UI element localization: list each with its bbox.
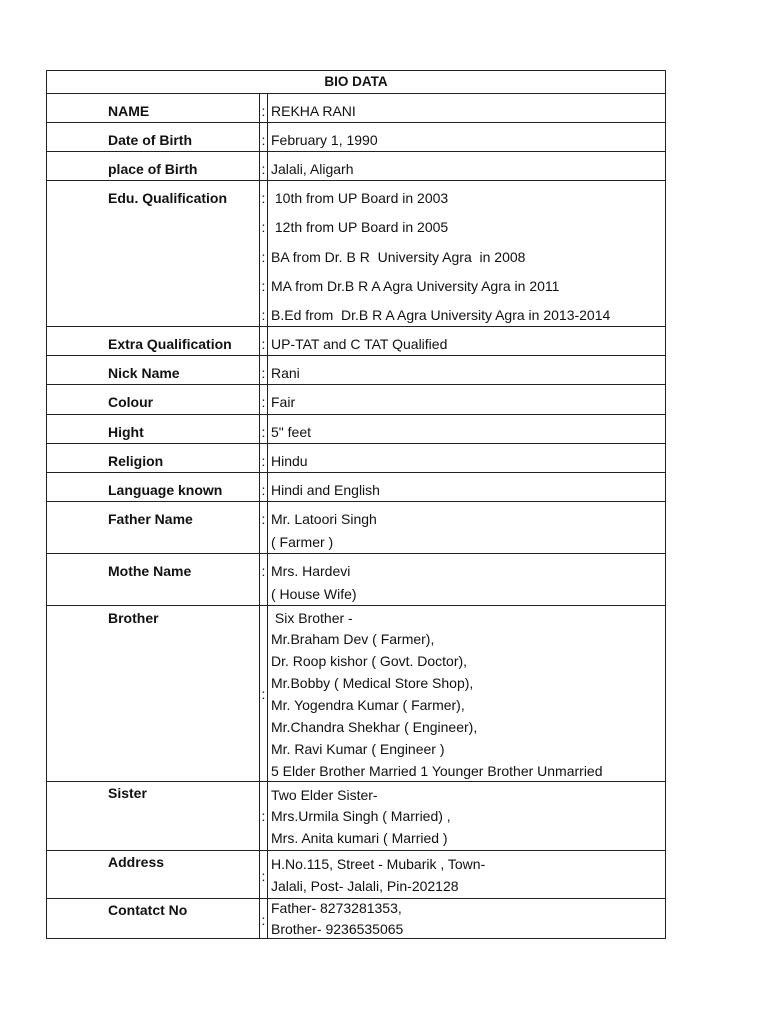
colon: :	[261, 365, 266, 381]
value-date-of-birth: February 1, 1990	[271, 132, 378, 148]
label-religion: Religion	[108, 453, 164, 469]
row-edu-qualification	[47, 180, 665, 326]
value-religion: Hindu	[271, 453, 308, 469]
row-religion	[47, 443, 665, 472]
column-divider	[267, 444, 268, 472]
brother-line: 5 Elder Brother Married 1 Younger Brother Unmarried	[271, 763, 603, 779]
contact-line: Father- 8273281353,	[271, 900, 402, 916]
column-divider	[267, 782, 268, 850]
label-date-of-birth: Date of Birth	[108, 132, 192, 148]
colon: :	[261, 511, 266, 527]
father-line: ( Farmer )	[271, 534, 334, 550]
value-name: REKHA RANI	[271, 103, 356, 119]
sister-line: Two Elder Sister-	[271, 787, 378, 803]
address-line: H.No.115, Street - Mubarik , Town-	[271, 856, 486, 872]
column-divider	[259, 554, 260, 605]
edu-item: B.Ed from Dr.B R A Agra University Agra in 2013-2014	[271, 307, 611, 323]
row-extra-qualification	[47, 326, 665, 355]
colon: :	[261, 482, 266, 498]
label-colour: Colour	[108, 394, 154, 410]
value-language-known: Hindi and English	[271, 482, 380, 498]
column-divider	[259, 502, 260, 553]
value-nick-name: Rani	[271, 365, 300, 381]
label-edu-qualification: Edu. Qualification	[108, 190, 228, 206]
row-contact-no	[47, 898, 665, 939]
row-nick-name	[47, 355, 665, 384]
colon: :	[261, 190, 266, 206]
brother-line: Dr. Roop kishor ( Govt. Doctor),	[271, 653, 468, 669]
colon: :	[261, 278, 266, 294]
brother-line: Mr. Yogendra Kumar ( Farmer),	[271, 697, 465, 713]
row-father-name	[47, 501, 665, 553]
brother-line: Mr.Chandra Shekhar ( Engineer),	[271, 719, 478, 735]
colon: :	[261, 686, 266, 702]
label-hight: Hight	[108, 424, 144, 440]
row-date-of-birth	[47, 122, 665, 151]
column-divider	[267, 152, 268, 180]
value-hight: 5" feet	[271, 424, 311, 440]
column-divider	[267, 554, 268, 605]
colon: :	[261, 336, 266, 352]
colon: :	[261, 868, 266, 884]
sister-line: Mrs.Urmila Singh ( Married) ,	[271, 808, 451, 824]
colon: :	[261, 912, 266, 928]
bio-data-table	[46, 70, 666, 939]
label-address: Address	[108, 854, 165, 870]
value-colour: Fair	[271, 394, 296, 410]
row-mother-name	[47, 553, 665, 605]
row-address	[47, 850, 665, 898]
colon: :	[261, 307, 266, 323]
contact-line: Brother- 9236535065	[271, 921, 404, 937]
colon: :	[261, 424, 266, 440]
label-extra-qualification: Extra Qualification	[108, 336, 232, 352]
column-divider	[267, 356, 268, 384]
label-brother: Brother	[108, 610, 159, 626]
column-divider	[267, 327, 268, 355]
mother-line: ( House Wife)	[271, 586, 357, 602]
colon: :	[261, 394, 266, 410]
father-line: Mr. Latoori Singh	[271, 511, 377, 527]
column-divider	[267, 473, 268, 501]
brother-line: Six Brother -	[271, 610, 353, 626]
sister-line: Mrs. Anita kumari ( Married )	[271, 830, 448, 846]
column-divider	[267, 123, 268, 151]
value-place-of-birth: Jalali, Aligarh	[271, 161, 354, 177]
colon: :	[261, 453, 266, 469]
column-divider	[267, 181, 268, 326]
column-divider	[267, 385, 268, 414]
brother-line: Mr.Bobby ( Medical Store Shop),	[271, 675, 474, 691]
colon: :	[261, 219, 266, 235]
label-father-name: Father Name	[108, 511, 193, 527]
column-divider	[267, 899, 268, 939]
colon: :	[261, 161, 266, 177]
column-divider	[267, 851, 268, 898]
label-mother-name: Mothe Name	[108, 563, 192, 579]
label-sister: Sister	[108, 785, 147, 801]
label-language-known: Language known	[108, 482, 223, 498]
table-title: BIO DATA	[324, 74, 388, 89]
column-divider	[267, 415, 268, 443]
row-name	[47, 93, 665, 122]
colon: :	[261, 249, 266, 265]
row-language-known	[47, 472, 665, 501]
column-divider	[267, 502, 268, 553]
label-place-of-birth: place of Birth	[108, 161, 198, 177]
edu-item: 12th from UP Board in 2005	[271, 219, 449, 235]
colon: :	[261, 103, 266, 119]
row-sister	[47, 781, 665, 850]
brother-line: Mr. Ravi Kumar ( Engineer )	[271, 741, 445, 757]
edu-item: 10th from UP Board in 2003	[271, 190, 449, 206]
colon: :	[261, 563, 266, 579]
column-divider	[267, 606, 268, 781]
row-brother	[47, 605, 665, 781]
label-contact-no: Contatct No	[108, 902, 188, 918]
label-nick-name: Nick Name	[108, 365, 180, 381]
edu-item: MA from Dr.B R A Agra University Agra in 2011	[271, 278, 560, 294]
row-hight	[47, 414, 665, 443]
column-divider	[267, 94, 268, 122]
row-place-of-birth	[47, 151, 665, 180]
colon: :	[261, 808, 266, 824]
colon: :	[261, 132, 266, 148]
mother-line: Mrs. Hardevi	[271, 563, 351, 579]
row-colour	[47, 384, 665, 414]
label-name: NAME	[108, 103, 150, 119]
value-extra-qualification: UP-TAT and C TAT Qualified	[271, 336, 448, 352]
brother-line: Mr.Braham Dev ( Farmer),	[271, 631, 435, 647]
edu-item: BA from Dr. B R University Agra in 2008	[271, 249, 526, 265]
address-line: Jalali, Post- Jalali, Pin-202128	[271, 878, 459, 894]
